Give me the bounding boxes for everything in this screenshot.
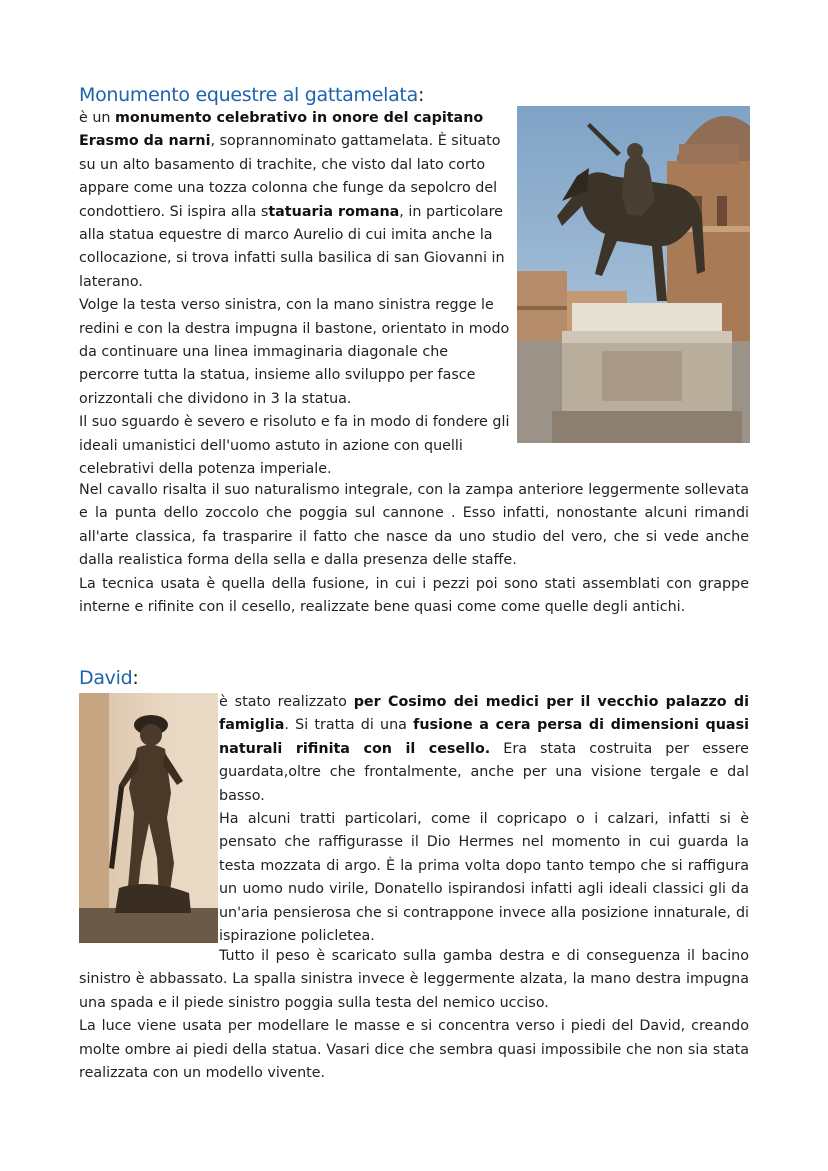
gattamelata-paragraph-5: La tecnica usata è quella della fusione, in cui i pezzi poi sono stati assemblati con grappe interne e rifinite con il cesello, realizzate bene quasi come come quelle degli antichi. [79,575,749,616]
david-column-text [219,691,749,948]
david-paragraph-3: Tutto il peso è scaricato sulla gamba destra e di conseguenza il bacino sinistro è abbassato. La spalla sinistra invece è leggermente alzata, la mano destra impugna una spada e il piede sinistro poggia sulla testa del nemico ucciso. [79,948,749,1011]
section-title-gattamelata: Monumento equestre al gattamelata: [79,84,425,106]
section-title-david: David: [79,667,139,689]
david-paragraph-4: La luce viene usata per modellare le masse e si concentra verso i piedi del David, creando molte ombre ai piedi della statua. Vasari dice che sembra quasi impossibile che non sia stata realizzata con un modello vivente. [79,1018,749,1082]
david-paragraph-2: Ha alcuni tratti particolari, come il copricapo o i calzari, infatti si è pensato che raffigurasse il Dio Hermes nel momento in cui guarda la testa mozzata di argo. È la prima volta dopo tanto tempo che si raffigura un uomo nudo virile, Donatello ispirandosi infatti agli ideali classici gli da un'aria pensierosa che si contrappone invece alla posizione innaturale, di ispirazione policletea. [219,811,749,945]
gattamelata-paragraph-4: Nel cavallo risalta il suo naturalismo integrale, con la zampa anteriore leggermente sollevata e la punta dello zoccolo che poggia sul cannone . Esso infatti, nonostante alcuni rimandi all'arte classica, fa trasparire il fatto che nasce da uno studio del vero, che si vede anche dalla realistica forma della sella e dalla presenza delle staffe. [79,482,749,569]
david-paragraph-1: è stato realizzato per Cosimo dei medici per il vecchio palazzo di famiglia. Si tratta di una fusione a cera persa di dimensioni quasi naturali rifinita con il cesello. Era stata costruita per essere guardata,oltre che frontalmente, anche per una visione tergale e dal basso. [219,694,749,804]
gattamelata-paragraph-3: Il suo sguardo è severo e risoluto e fa in modo di fondere gli ideali umanistici dell'uomo astuto in azione con quelli celebrativi della potenza imperiale. [79,414,510,478]
gattamelata-paragraph-1: è un monumento celebrativo in onore del capitano Erasmo da narni, soprannominato gattamelata. È situato su un alto basamento di trachite, che visto dal lato corto appare come una tozza colonna che funge da sepolcro del condottiero. Si ispira alla statuaria romana, in particolare alla statua equestre di marco Aurelio di cui imita anche la collocazione, si trova infatti sulla basilica di san Giovanni in laterano. [79,110,505,290]
gattamelata-statue-photo [517,106,750,443]
gattamelata-paragraph-2: Volge la testa verso sinistra, con la mano sinistra regge le redini e con la destra impugna il bastone, orientato in modo da continuare una linea immaginaria diagonale che percorre tutta la statua, insieme allo sviluppo per fasce orizzontali che dividono in 3 la statua. [79,297,510,407]
david-statue-photo [79,693,218,943]
gattamelata-intro-column [79,107,511,482]
gattamelata-full-width-text [79,479,749,619]
david-full-width-text [79,945,749,1085]
